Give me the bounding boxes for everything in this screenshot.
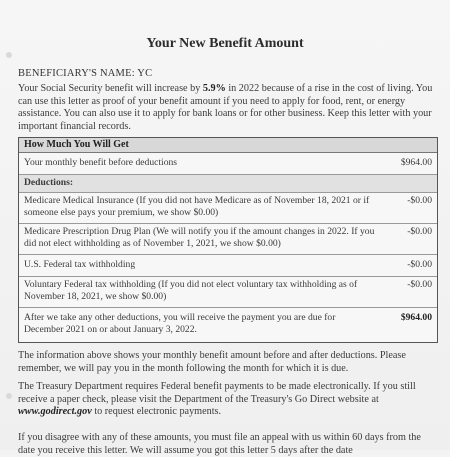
net-payment-row	[19, 308, 437, 342]
deductions-heading: Deductions:	[24, 177, 74, 188]
intro-text-b: in 2022 because of a rise in the cost of living. You can use this letter as proof of your benefit amount if you need to apply for food, rent, or energy assistance. You can also use it to apply for bank loans or for other business. Keep this letter with your important financial records.	[18, 83, 433, 132]
net-payment-amount: $964.00	[400, 312, 432, 323]
beneficiary-name-value: YC	[137, 68, 153, 79]
payment-timing-paragraph: The information above shows your monthly benefit amount before and after deductions. Please remember, we will pay you in the month following the month for which it is due.	[18, 350, 406, 374]
deduction-row-federal-tax	[19, 255, 437, 277]
monthly-benefit-row	[19, 153, 437, 175]
increase-percentage: 5.9%	[202, 83, 226, 94]
godirect-link[interactable]: www.godirect.gov	[18, 406, 92, 418]
deduction-row-voluntary-tax	[19, 277, 437, 308]
benefit-table	[18, 137, 438, 343]
deduction-amount: -$0.00	[407, 259, 432, 270]
beneficiary-name-line	[18, 68, 152, 79]
letter-title: Your New Benefit Amount	[146, 36, 304, 51]
monthly-benefit-amount: $964.00	[400, 157, 432, 168]
net-payment-label: After we take any other deductions, you will receive the payment you are due for December 2021 on or about January 3, 2022.	[24, 312, 336, 335]
deduction-amount: -$0.00	[407, 279, 432, 290]
deduction-label: Voluntary Federal tax withholding (If you did not elect voluntary tax withholding as of November 18, 2021, we show $0.00)	[24, 279, 358, 302]
monthly-benefit-label: Your monthly benefit before deductions	[24, 157, 178, 168]
deduction-label: U.S. Federal tax withholding	[24, 259, 136, 270]
punch-hole-mark	[6, 52, 12, 58]
deduction-label: Medicare Prescription Drug Plan (We will notify you if the amount changes in 2022. If you did not elect withholding as of November 1, 2021, we show $0.00)	[24, 226, 375, 249]
deduction-label: Medicare Medical Insurance (If you did not have Medicare as of November 18, 2021 or if someone else pays your premium, we show $0.00)	[24, 195, 370, 218]
deduction-amount: -$0.00	[407, 226, 432, 237]
appeal-paragraph: If you disagree with any of these amounts, you must file an appeal with us within 60 days from the date you receive this letter. We will assume you got this letter 5 days after the date	[18, 432, 421, 456]
intro-paragraph	[18, 83, 438, 133]
treasury-text-b: to request electronic payments.	[91, 406, 222, 418]
table-section-title: How Much You Will Get	[19, 138, 437, 153]
deductions-heading-row	[19, 175, 437, 193]
deduction-row-drug-plan	[19, 224, 437, 255]
deduction-amount: -$0.00	[407, 195, 432, 206]
treasury-paragraph	[18, 381, 438, 419]
intro-text-a: Your Social Security benefit will increase by	[18, 83, 203, 94]
punch-hole-mark	[6, 393, 12, 399]
beneficiary-label: BENEFICIARY'S NAME:	[18, 68, 135, 79]
treasury-text-a: The Treasury Department requires Federal benefit payments to be made electronically. If you still receive a paper check, please visit the Department of the Treasury's Go Direct website at	[18, 381, 416, 405]
deduction-row-medical-insurance	[19, 193, 437, 224]
